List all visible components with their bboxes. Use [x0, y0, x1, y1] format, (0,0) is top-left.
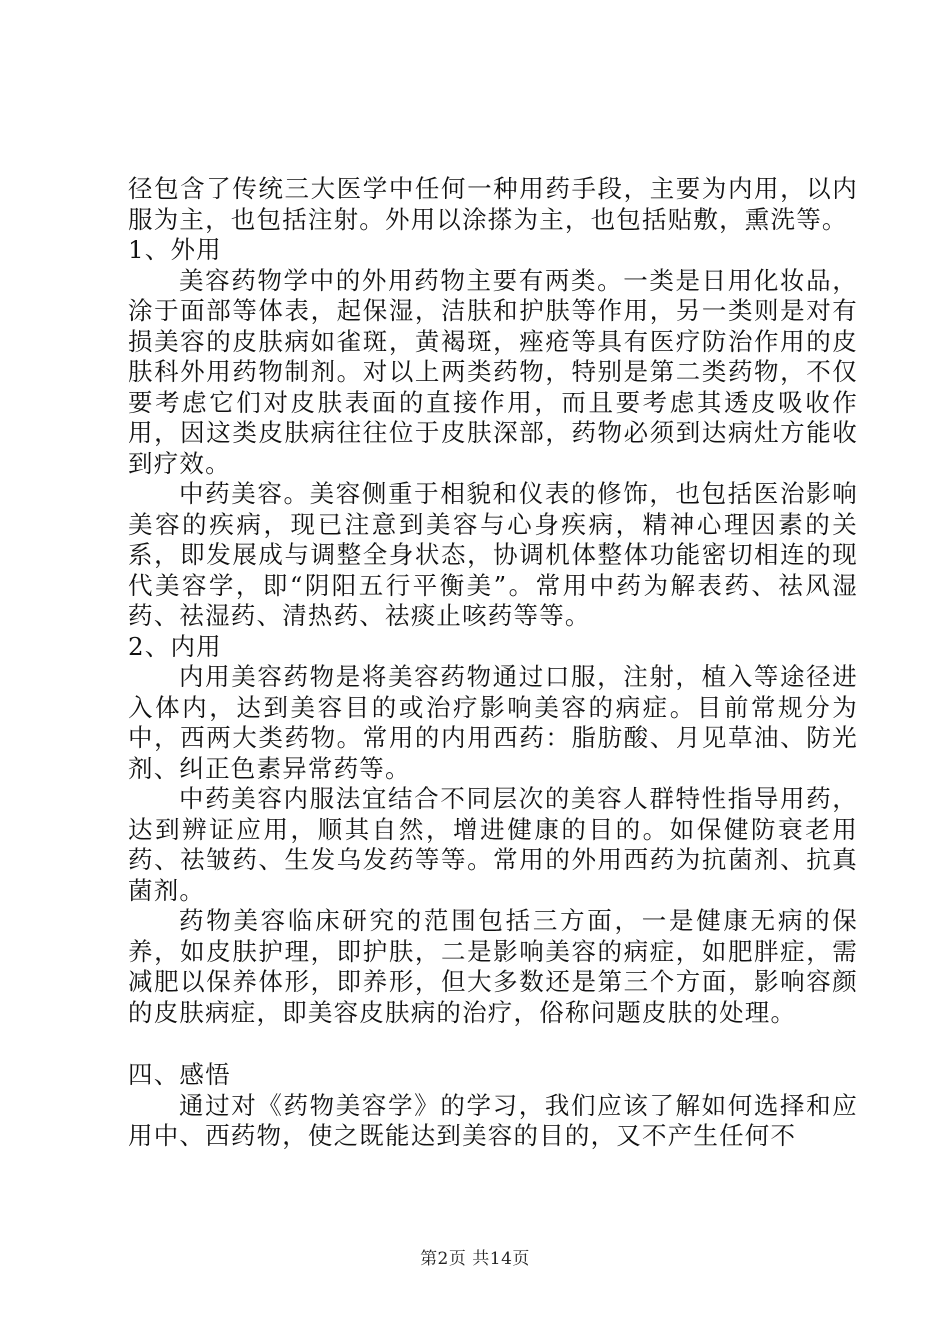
paragraph-continuation: 径包含了传统三大医学中任何一种用药手段，主要为内用，以内服为主，也包括注射。外用以涂搽为主，也包括贴敷，熏洗等。 — [128, 174, 858, 234]
paragraph-tcm-beauty: 中药美容。美容侧重于相貌和仪表的修饰，也包括医治影响美容的疾病，现已注意到美容与心身疾病，精神心理因素的关系，即发展成与调整全身状态，协调机体整体功能密切相连的现代美容学，即“阴阳五行平衡美”。常用中药为解表药、祛风湿药、祛湿药、清热药、祛痰止咳药等等。 — [128, 479, 858, 630]
paragraph-internal-drugs: 内用美容药物是将美容药物通过口服，注射，植入等途径进入体内，达到美容目的或治疗影响美容的病症。目前常规分为中，西两大类药物。常用的内用西药：脂肪酸、月见草油、防光剂、纠正色素异常药等。 — [128, 662, 858, 783]
section-heading-reflection: 四、感悟 — [128, 1060, 231, 1089]
paragraph-tcm-internal: 中药美容内服法宜结合不同层次的美容人群特性指导用药，达到辨证应用，顺其自然，增进健康的目的。如保健防衰老用药、祛皱药、生发乌发药等等。常用的外用西药为抗菌剂、抗真菌剂。 — [128, 784, 858, 905]
section-heading-external-use: 1、外用 — [128, 235, 222, 264]
paragraph-external-drugs: 美容药物学中的外用药物主要有两类。一类是日用化妆品，涂于面部等体表，起保湿，洁肤和护肤等作用，另一类则是对有损美容的皮肤病如雀斑，黄褐斑，痤疮等具有医疗防治作用的皮肤科外用药物制剂。对以上两类药物，特别是第二类药物，不仅要考虑它们对皮肤表面的直接作用，而且要考虑其透皮吸收作用，因这类皮肤病往往位于皮肤深部，药物必须到达病灶方能收到疗效。 — [128, 265, 858, 478]
paragraph-clinical-scope: 药物美容临床研究的范围包括三方面，一是健康无病的保养，如皮肤护理，即护肤，二是影响美容的病症，如肥胖症，需减肥以保养体形，即养形，但大多数还是第三个方面，影响容颜的皮肤病症，即美容皮肤病的治疗，俗称问题皮肤的处理。 — [128, 906, 858, 1027]
paragraph-reflection: 通过对《药物美容学》的学习，我们应该了解如何选择和应用中、西药物，使之既能达到美容的目的，又不产生任何不 — [128, 1090, 858, 1150]
paragraph-spacer — [128, 1028, 858, 1060]
section-heading-internal-use: 2、内用 — [128, 631, 222, 661]
document-body — [128, 174, 858, 1152]
page-number-footer: 第2页 共14页 — [420, 1249, 530, 1269]
